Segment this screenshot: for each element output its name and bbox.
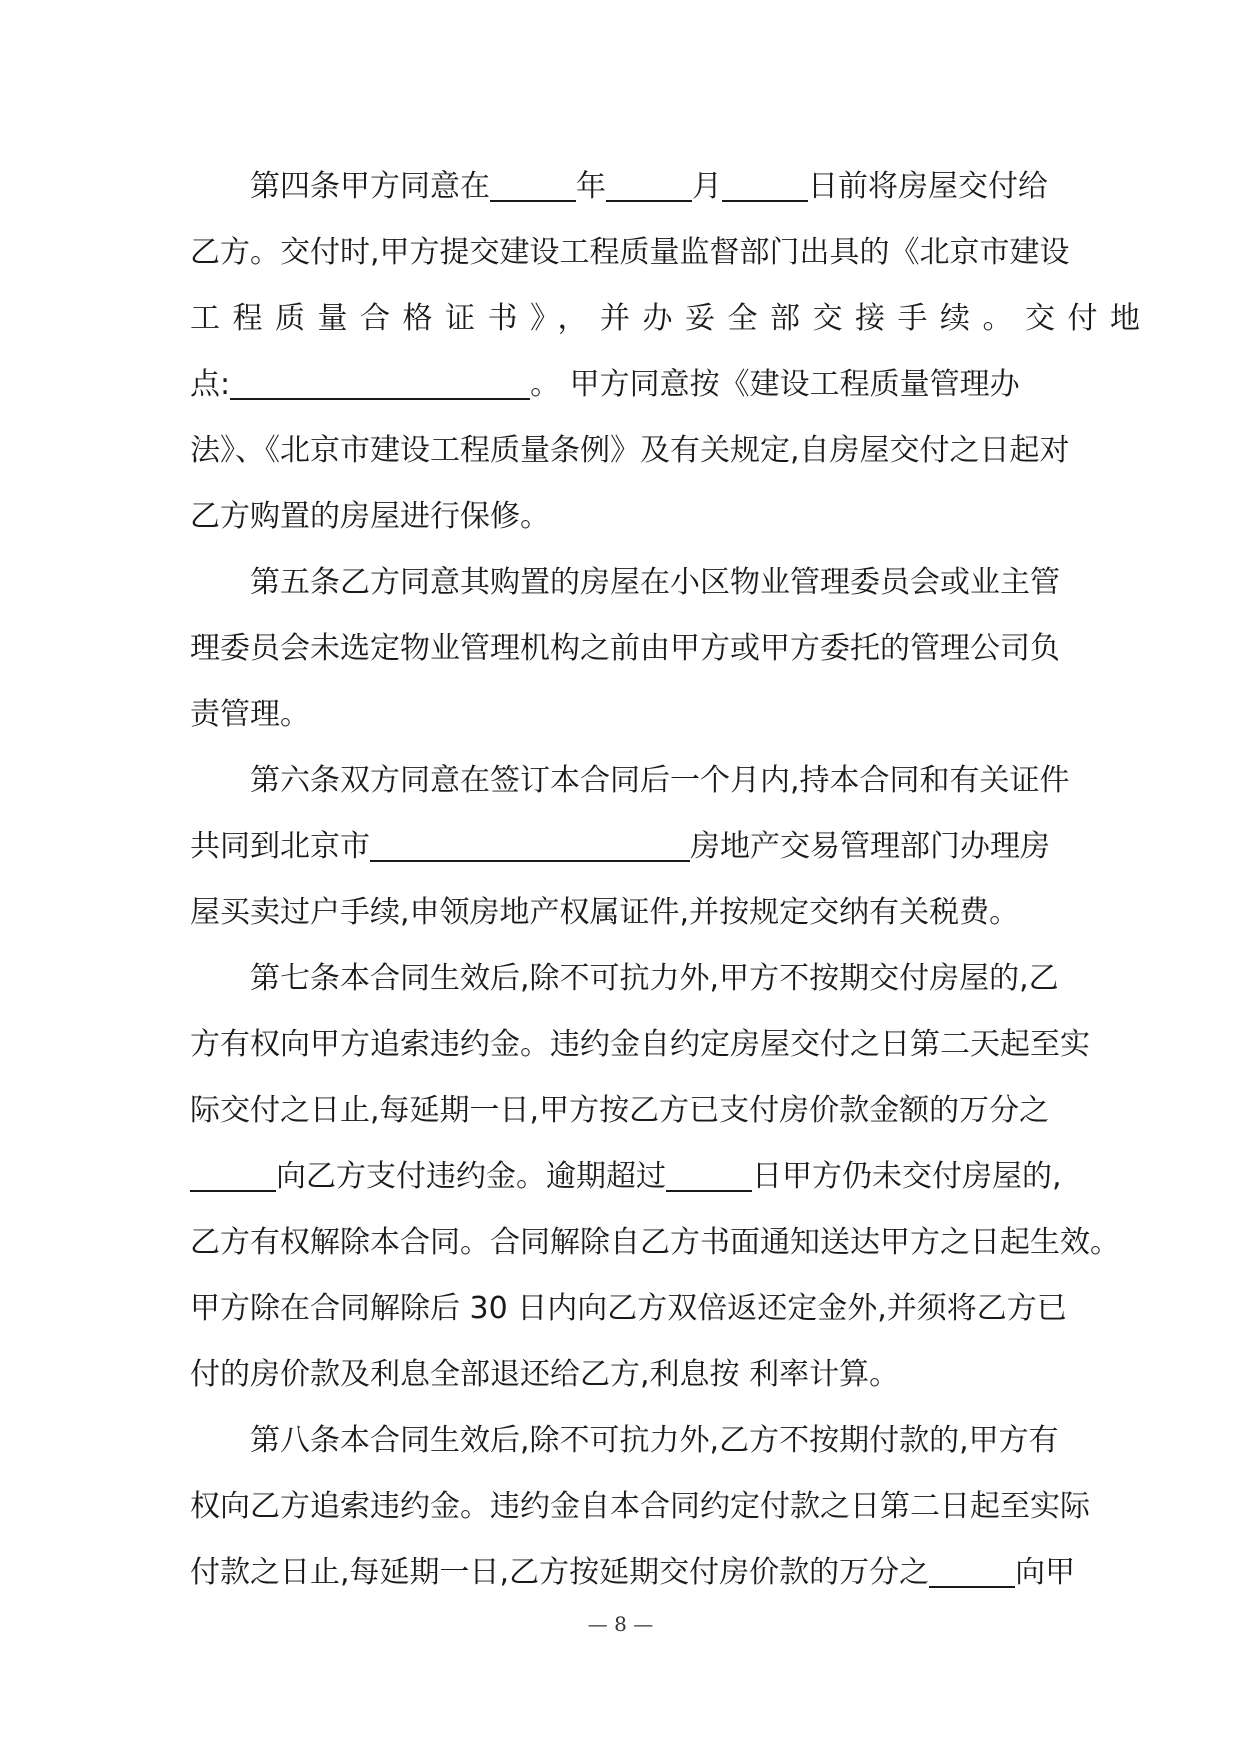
article-4-line-4 <box>190 352 1050 418</box>
article-7-line-5: 乙方有权解除本合同。合同解除自乙方书面通知送达甲方之日起生效。 <box>190 1225 1120 1260</box>
article-5-line-3: 责管理。 <box>190 697 310 732</box>
article-7-line-1: 第七条本合同生效后,除不可抗力外,甲方不按期交付房屋的,乙 <box>250 961 1059 996</box>
day-blank <box>722 160 808 202</box>
text-segment: 第四条甲方同意在 <box>250 169 490 204</box>
month-blank <box>606 160 692 202</box>
text-segment: 月 <box>692 169 722 204</box>
text-segment: 向甲 <box>1015 1555 1076 1590</box>
article-4-line-2: 乙方。交付时,甲方提交建设工程质量监督部门出具的《北京市建设 <box>190 235 1070 270</box>
text-segment: 房地产交易管理部门办理房 <box>690 829 1050 864</box>
penalty-rate-blank <box>190 1150 276 1192</box>
article-4-line-3: 工程质量合格证书》，并办妥全部交接手续。交付地 <box>190 301 1153 336</box>
article-5-line-2: 理委员会未选定物业管理机构之前由甲方或甲方委托的管理公司负 <box>190 631 1060 666</box>
page-number: — 8 — <box>587 1612 654 1636</box>
article-6-line-3: 屋买卖过户手续,申领房地产权属证件,并按规定交纳有关税费。 <box>190 895 1020 930</box>
article-5-line-1: 第五条乙方同意其购置的房屋在小区物业管理委员会或业主管 <box>250 565 1060 600</box>
article-7-line-6: 甲方除在合同解除后 30 日内向乙方双倍返还定金外,并须将乙方已 <box>190 1291 1067 1326</box>
article-6-line-2 <box>190 814 1050 880</box>
text-segment: 。 甲方同意按《建设工程质量管理办 <box>530 367 1020 402</box>
document-body <box>190 154 1153 1606</box>
text-segment: 年 <box>576 169 606 204</box>
text-segment: 日甲方仍未交付房屋的, <box>752 1159 1062 1194</box>
overdue-days-blank <box>666 1150 752 1192</box>
text-segment: 日前将房屋交付给 <box>808 169 1048 204</box>
text-segment: 付款之日止,每延期一日,乙方按延期交付房价款的万分之 <box>190 1555 930 1590</box>
article-4-line-6: 乙方购置的房屋进行保修。 <box>190 499 550 534</box>
article-4-line-1 <box>190 154 1050 220</box>
article-7-line-3: 际交付之日止,每延期一日,甲方按乙方已支付房价款金额的万分之 <box>190 1093 1050 1128</box>
article-8-line-1: 第八条本合同生效后,除不可抗力外,乙方不按期付款的,甲方有 <box>250 1423 1059 1458</box>
late-payment-rate-blank <box>929 1546 1015 1588</box>
article-6-line-1: 第六条双方同意在签订本合同后一个月内,持本合同和有关证件 <box>250 763 1070 798</box>
article-7-line-4 <box>190 1144 1062 1210</box>
year-blank <box>490 160 576 202</box>
text-segment: 点: <box>190 367 231 402</box>
article-8-line-2: 权向乙方追索违约金。违约金自本合同约定付款之日第二日起至实际 <box>190 1489 1090 1524</box>
article-7-line-2: 方有权向甲方追索违约金。违约金自约定房屋交付之日第二天起至实 <box>190 1027 1090 1062</box>
article-8-line-3 <box>190 1540 1076 1606</box>
text-segment: 向乙方支付违约金。逾期超过 <box>276 1159 666 1194</box>
article-7-line-7: 付的房价款及利息全部退还给乙方,利息按 利率计算。 <box>190 1357 900 1392</box>
district-blank <box>370 820 690 862</box>
text-segment: 共同到北京市 <box>190 829 370 864</box>
delivery-place-blank <box>230 358 530 400</box>
article-4-line-5: 法》、《北京市建设工程质量条例》及有关规定,自房屋交付之日起对 <box>190 433 1070 468</box>
